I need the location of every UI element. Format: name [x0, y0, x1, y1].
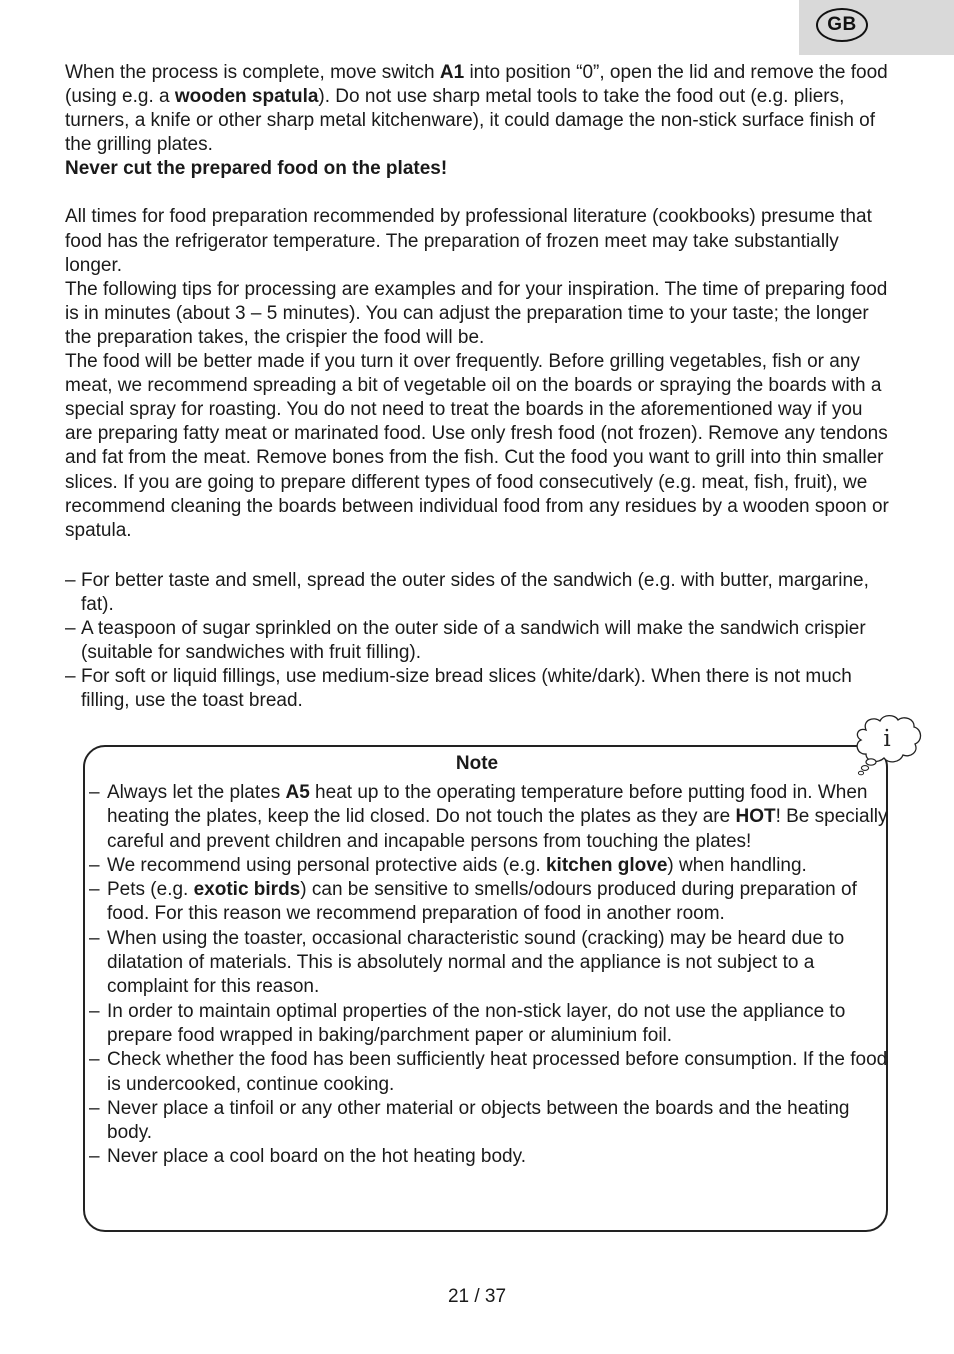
page-number: 21 / 37	[447, 1286, 507, 1307]
list-item: – Always let the plates A5 heat up to the operating temperature before putting food in. When heating the plates, keep the lid closed. Do not touch the plates as they are HOT! Be specially careful and prevent children and incapable persons from touching the plates!	[89, 782, 888, 852]
warning-text: Never cut the prepared food on the plates!	[65, 158, 448, 180]
list-item: – Check whether the food has been sufficiently heat processed before consumption. If the food is undercooked, continue cooking.	[89, 1049, 888, 1095]
note-title: Note	[455, 753, 499, 774]
intro-paragraph-1: When the process is complete, move switch A1 into position “0”, open the lid and remove the food (using e.g. a wooden spatula). Do not use sharp metal tools to take the food out (e.g. pliers, turners, a knife or other sharp metal kitchenware), it could damage the non-stick surface finish of the grilling plates.	[65, 62, 888, 156]
list-item: – Never place a tinfoil or any other material or objects between the boards and the heating body.	[89, 1097, 850, 1144]
list-item: – A teaspoon of sugar sprinkled on the outer side of a sandwich will make the sandwich crispier (suitable for sandwiches with fruit filling).	[65, 617, 866, 664]
info-letter: i	[883, 726, 891, 752]
list-item: – For better taste and smell, spread the outer sides of the sandwich (e.g. with butter, margarine, fat).	[65, 569, 869, 615]
language-tab	[799, 0, 954, 55]
tips-list	[65, 569, 895, 714]
language-badge: GB	[816, 8, 868, 42]
main-content	[65, 61, 895, 713]
intro-paragraph-3: The following tips for processing are examples and for your inspiration. The time of preparing food is in minutes (about 3 – 5 minutes). You can adjust the preparation time to your taste; the longer the preparation takes, the crispier the food will be.	[65, 278, 888, 348]
list-item: – We recommend using personal protective aids (e.g. kitchen glove) when handling.	[89, 854, 807, 876]
list-item: – Never place a cool board on the hot heating body.	[89, 1146, 526, 1168]
note-list	[89, 781, 889, 1170]
list-item: – When using the toaster, occasional characteristic sound (cracking) may be heard due to dilatation of materials. This is absolutely normal and the appliance is not subject to a complaint for this reason.	[89, 927, 845, 998]
intro-paragraph-2: All times for food preparation recommended by professional literature (cookbooks) presume that food has the refrigerator temperature. The preparation of frozen meet may take substantially longer.	[65, 206, 872, 276]
list-item: – In order to maintain optimal properties of the non-stick layer, do not use the appliance to prepare food wrapped in baking/parchment paper or aluminium foil.	[89, 1000, 846, 1046]
intro-paragraph-4: The food will be better made if you turn it over frequently. Before grilling vegetables, fish or any meat, we recommend spreading a bit of vegetable oil on the boards or spraying the boards with a special spray for roasting. You do not need to treat the boards in the aforementioned way if you are preparing fatty meat or marinated food. Use only fresh food (not frozen). Remove any tendons and fat from the meat. Remove bones from the fish. Cut the food you want to grill into thin smaller slices. If you are going to prepare different types of food consecutively (e.g. meat, fish, fruit), we recommend cleaning the boards between individual food from any residues by a wooden spoon or spatula.	[65, 351, 889, 541]
list-item: – Pets (e.g. exotic birds) can be sensitive to smells/odours produced during preparation of food. For this reason we recommend preparation of food in another room.	[89, 879, 857, 925]
list-item: – For soft or liquid fillings, use medium-size bread slices (white/dark). When there is not much filling, use the toast bread.	[65, 666, 852, 712]
